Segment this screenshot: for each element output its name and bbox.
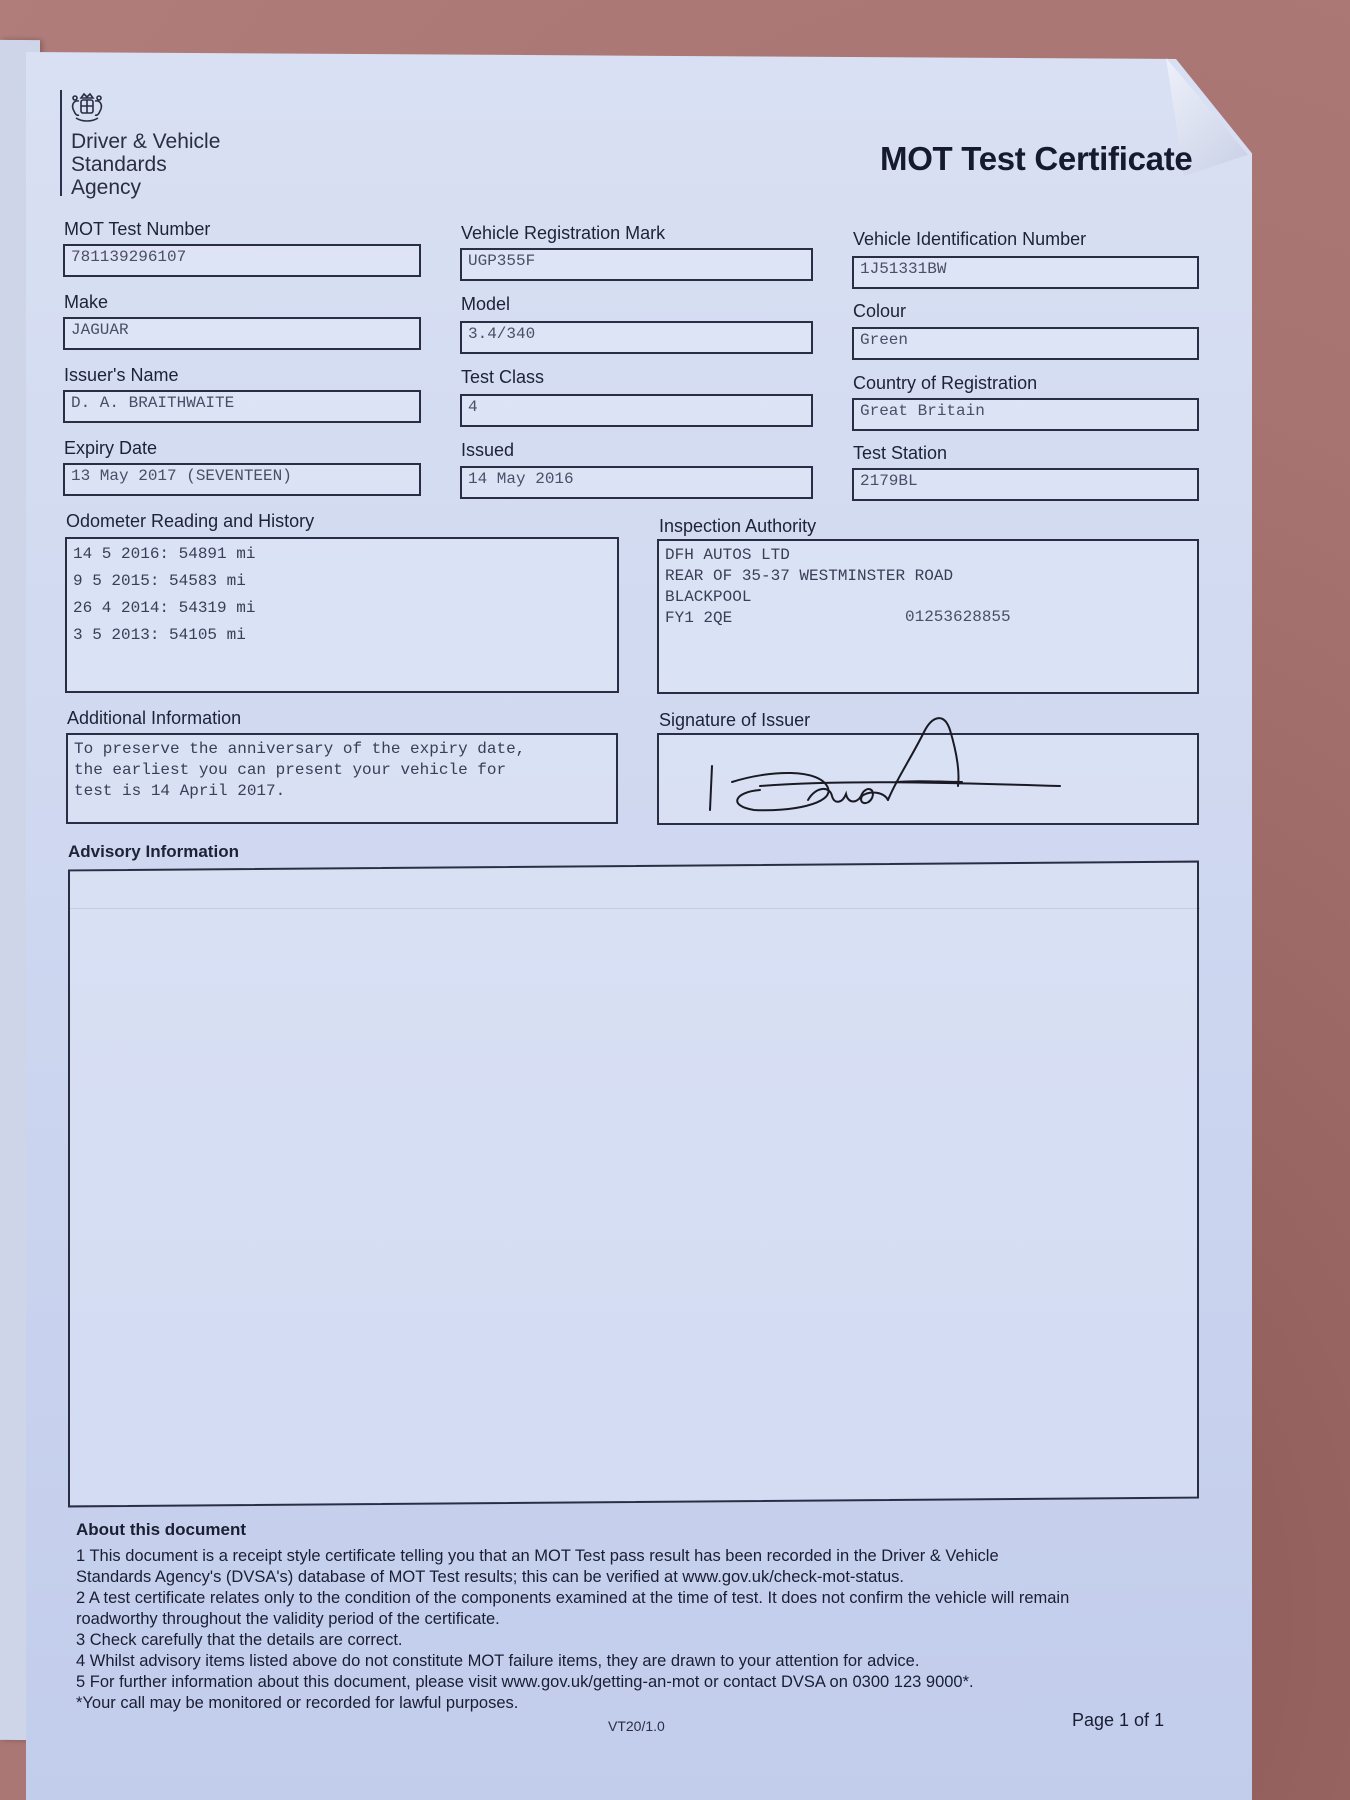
about-line: 1 This document is a receipt style certificate telling you that an MOT Test pass result has been recorded in the Driver & Vehicle — [76, 1547, 999, 1565]
test-class-field — [460, 394, 813, 427]
colour-label: Colour — [853, 301, 907, 321]
agency-name-line: Agency — [71, 176, 142, 199]
odometer-entry: 3 5 2013: 54105 mi — [73, 626, 246, 644]
address-line: DFH AUTOS LTD — [665, 546, 790, 564]
about-line: 2 A test certificate relates only to the condition of the components examined at the time of test. It does not confirm the vehicle will remain — [76, 1589, 1070, 1607]
address-line: FY1 2QE — [665, 609, 733, 627]
expiry-date-label: Expiry Date — [64, 438, 158, 458]
odometer-label: Odometer Reading and History — [66, 511, 315, 531]
address-line: BLACKPOOL — [665, 588, 752, 606]
issuer-name-value: D. A. BRAITHWAITE — [71, 394, 235, 412]
expiry-date-value: 13 May 2017 (SEVENTEEN) — [71, 467, 292, 485]
issued-value: 14 May 2016 — [468, 470, 574, 488]
mot-test-number-value: 781139296107 — [71, 248, 187, 266]
form-code: VT20/1.0 — [608, 1718, 665, 1734]
issuer-name-field — [63, 390, 421, 423]
odometer-entry: 26 4 2014: 54319 mi — [73, 599, 256, 617]
about-section — [76, 1520, 1196, 1714]
mot-test-number-label: MOT Test Number — [64, 219, 211, 239]
about-line: 5 For further information about this document, please visit www.gov.uk/getting-an-mot or contact DVSA on 0300 123 9000*. — [76, 1673, 974, 1691]
country-value: Great Britain — [860, 402, 985, 420]
country-label: Country of Registration — [853, 373, 1038, 393]
model-field — [460, 321, 813, 354]
agency-name-line: Driver & Vehicle — [71, 130, 221, 153]
test-class-value: 4 — [468, 398, 478, 416]
odometer-entry: 14 5 2016: 54891 mi — [73, 545, 256, 563]
test-station-value: 2179BL — [860, 472, 918, 490]
vin-field — [852, 256, 1199, 289]
colour-value: Green — [860, 331, 909, 349]
odometer-box — [65, 537, 619, 693]
page-number: Page 1 of 1 — [1072, 1710, 1165, 1730]
about-line: 4 Whilst advisory items listed above do not constitute MOT failure items, they are drawn to your attention for advice. — [76, 1652, 920, 1670]
mot-test-number-field — [63, 244, 421, 277]
make-field — [63, 317, 421, 350]
vin-label: Vehicle Identification Number — [853, 229, 1087, 249]
handwritten-signature — [700, 700, 1080, 830]
issued-label: Issued — [461, 440, 515, 460]
about-title: About this document — [76, 1520, 246, 1539]
inspection-authority-label: Inspection Authority — [659, 516, 817, 536]
document-title: MOT Test Certificate — [880, 140, 1193, 177]
issued-field — [460, 466, 813, 499]
country-field — [852, 398, 1199, 431]
issuer-name-label: Issuer's Name — [64, 365, 179, 385]
colour-field — [852, 327, 1199, 360]
about-line: *Your call may be monitored or recorded for lawful purposes. — [76, 1694, 519, 1712]
logo-rule — [60, 90, 62, 196]
odometer-entry: 9 5 2015: 54583 mi — [73, 572, 246, 590]
additional-info-line: test is 14 April 2017. — [74, 782, 286, 800]
vin-value: 1J51331BW — [860, 260, 947, 278]
test-class-label: Test Class — [461, 367, 545, 387]
additional-info-line: the earliest you can present your vehicle for — [74, 761, 507, 779]
model-label: Model — [461, 294, 511, 314]
inspection-authority-box — [657, 539, 1199, 694]
additional-info-label: Additional Information — [67, 708, 242, 728]
about-line: Standards Agency's (DVSA's) database of MOT Test results; this can be verified at www.gov.uk/check-mot-status. — [76, 1568, 904, 1586]
registration-mark-label: Vehicle Registration Mark — [461, 223, 666, 243]
make-value: JAGUAR — [71, 321, 129, 339]
test-station-label: Test Station — [853, 443, 948, 463]
registration-mark-value: UGP355F — [468, 252, 536, 270]
advisory-box — [68, 861, 1199, 1508]
signature-label: Signature of Issuer — [659, 710, 811, 730]
agency-name — [71, 130, 271, 199]
model-value: 3.4/340 — [468, 325, 536, 343]
royal-crest-icon — [68, 92, 106, 129]
additional-info-box — [66, 733, 618, 824]
inspection-authority-phone: 01253628855 — [905, 608, 1011, 626]
registration-mark-field — [460, 248, 813, 281]
agency-name-line: Standards — [71, 153, 167, 176]
address-line: REAR OF 35-37 WESTMINSTER ROAD — [665, 567, 954, 585]
about-line: 3 Check carefully that the details are correct. — [76, 1631, 403, 1649]
test-station-field — [852, 468, 1199, 501]
advisory-label: Advisory Information — [68, 842, 239, 861]
additional-info-text — [74, 739, 525, 802]
expiry-date-field — [63, 463, 421, 496]
odometer-history — [73, 541, 255, 649]
about-line: roadworthy throughout the validity period of the certificate. — [76, 1610, 500, 1628]
additional-info-line: To preserve the anniversary of the expiry date, — [74, 740, 526, 758]
make-label: Make — [64, 292, 109, 312]
